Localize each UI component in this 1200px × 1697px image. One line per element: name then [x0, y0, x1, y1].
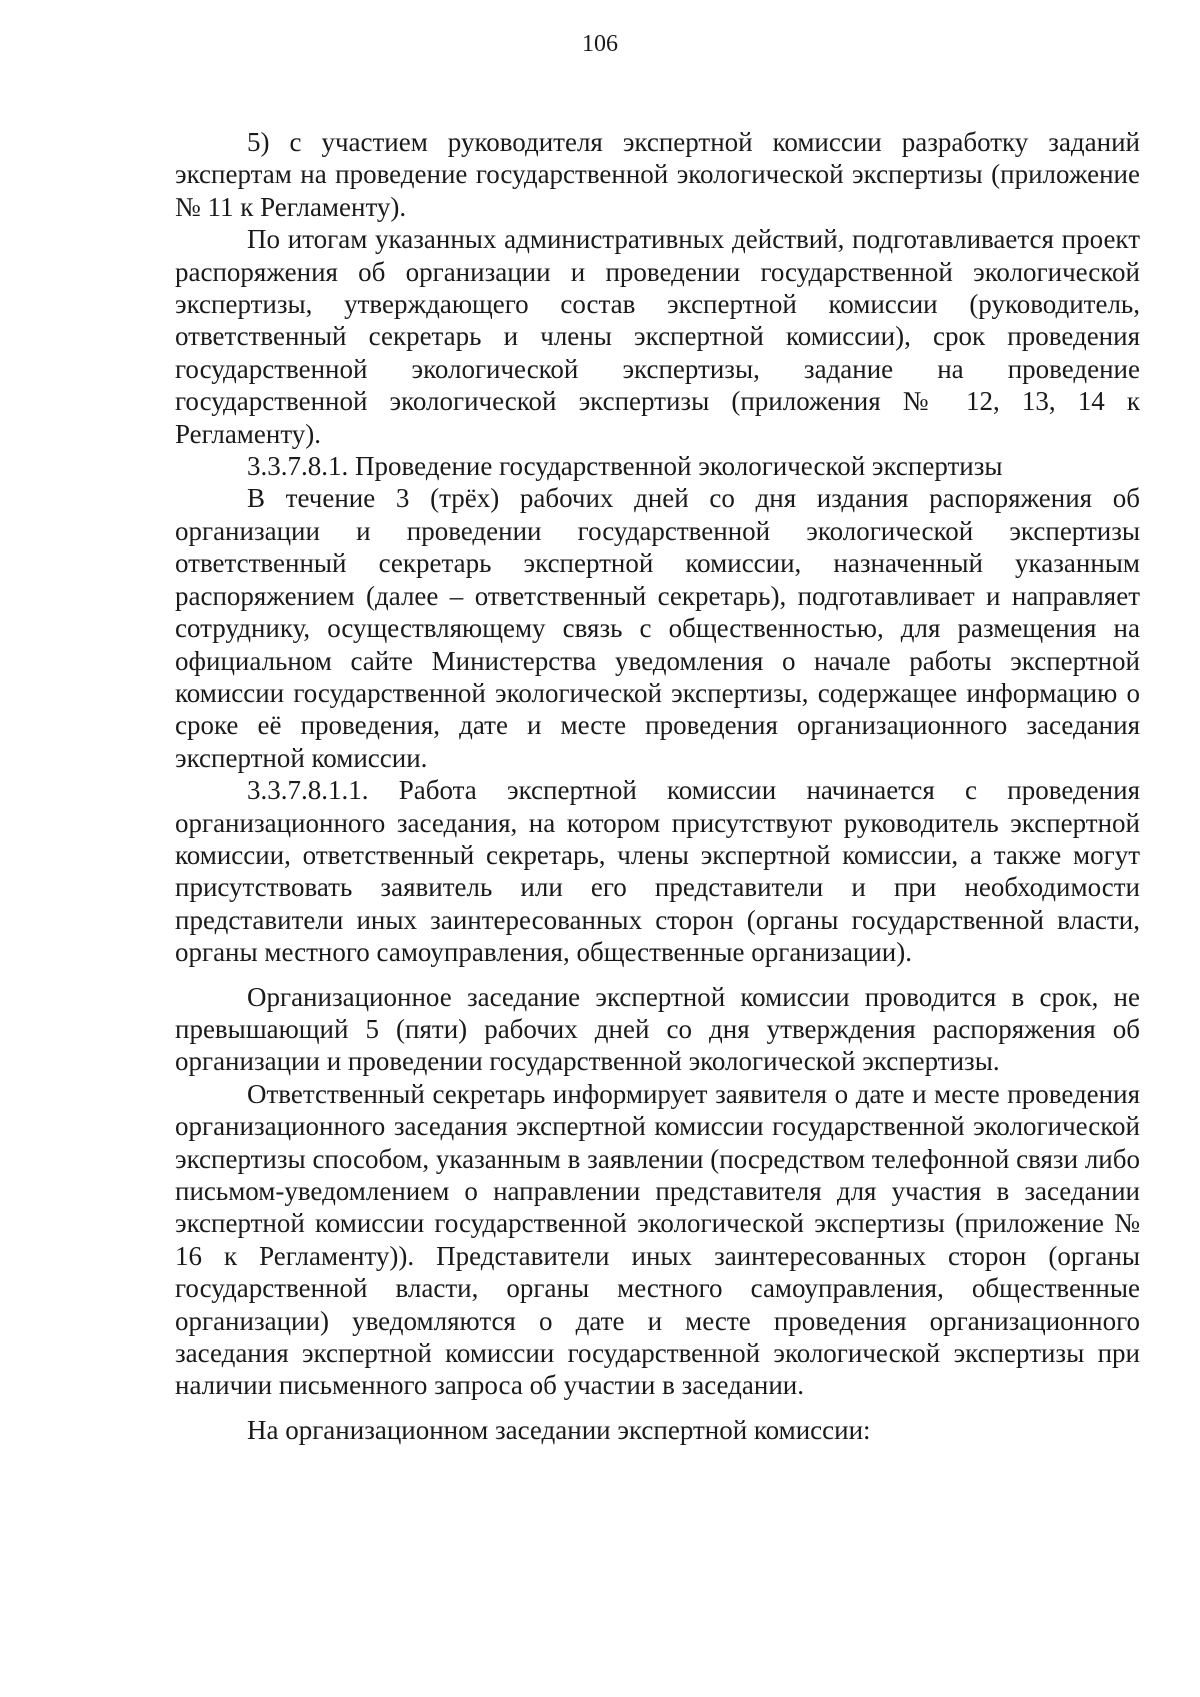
- paragraph-meeting-deadline: Организационное заседание экспертной комиссии проводится в срок, не превышающий 5 (пяти) рабочих дней со дня утверждения распоряжения об организации и проведении государственной экологической экспертизы.: [175, 981, 1140, 1077]
- page-number: 106: [582, 31, 618, 57]
- paragraph-within-3-days: В течение 3 (трёх) рабочих дней со дня издания распоряжения об организации и проведении государственной экологической экспертизы ответственный секретарь экспертной комиссии, назначенный указанным распоряжением (далее – ответственный секретарь), подготавливает и направляет сотруднику, осуществляющему связь с общественностью, для размещения на официальном сайте Министерства уведомления о начале работы экспертной комиссии государственной экологической экспертизы, содержащее информацию о сроке её проведения, дате и месте проведения организационного заседания экспертной комиссии.: [175, 483, 1140, 773]
- paragraph-results-summary: По итогам указанных административных действий, подготавливается проект распоряжения об организации и проведении государственной экологической экспертизы, утверждающего состав экспертной комиссии (руководитель, ответственный секретарь и члены экспертной комиссии), срок проведения государственной экологической экспертизы, задание на проведение государственной экологической экспертизы (приложения № 12, 13, 14 к Регламенту).: [175, 224, 1140, 449]
- paragraph-at-meeting: На организационном заседании экспертной комиссии:: [247, 1414, 871, 1445]
- section-heading-3-3-7-8-1: 3.3.7.8.1. Проведение государственной экологической экспертизы: [247, 451, 1003, 482]
- document-body: [175, 126, 1140, 1446]
- paragraph-secretary-informs: Ответственный секретарь информирует заявителя о дате и месте проведения организационного заседания экспертной комиссии государственной экологической экспертизы способом, указанным в заявлении (посредством телефонной связи либо письмом-уведомлением о направлении представителя для участия в заседании экспертной комиссии государственной экологической экспертизы (приложение № 16 к Регламенту)). Представители иных заинтересованных сторон (органы государственной власти, органы местного самоуправления, общественные организации) уведомляются о дате и месте проведения организационного заседания экспертной комиссии государственной экологической экспертизы при наличии письменного запроса об участии в заседании.: [175, 1078, 1140, 1401]
- paragraph-item-5: 5) с участием руководителя экспертной комиссии разработку заданий экспертам на проведение государственной экологической экспертизы (приложение № 11 к Регламенту).: [175, 127, 1140, 222]
- paragraph-3-3-7-8-1-1: 3.3.7.8.1.1. Работа экспертной комиссии начинается с проведения организационного заседания, на котором присутствуют руководитель экспертной комиссии, ответственный секретарь, члены экспертной комиссии, а также могут присутствовать заявитель или его представители и при необходимости представители иных заинтересованных сторон (органы государственной власти, органы местного самоуправления, общественные организации).: [175, 775, 1140, 968]
